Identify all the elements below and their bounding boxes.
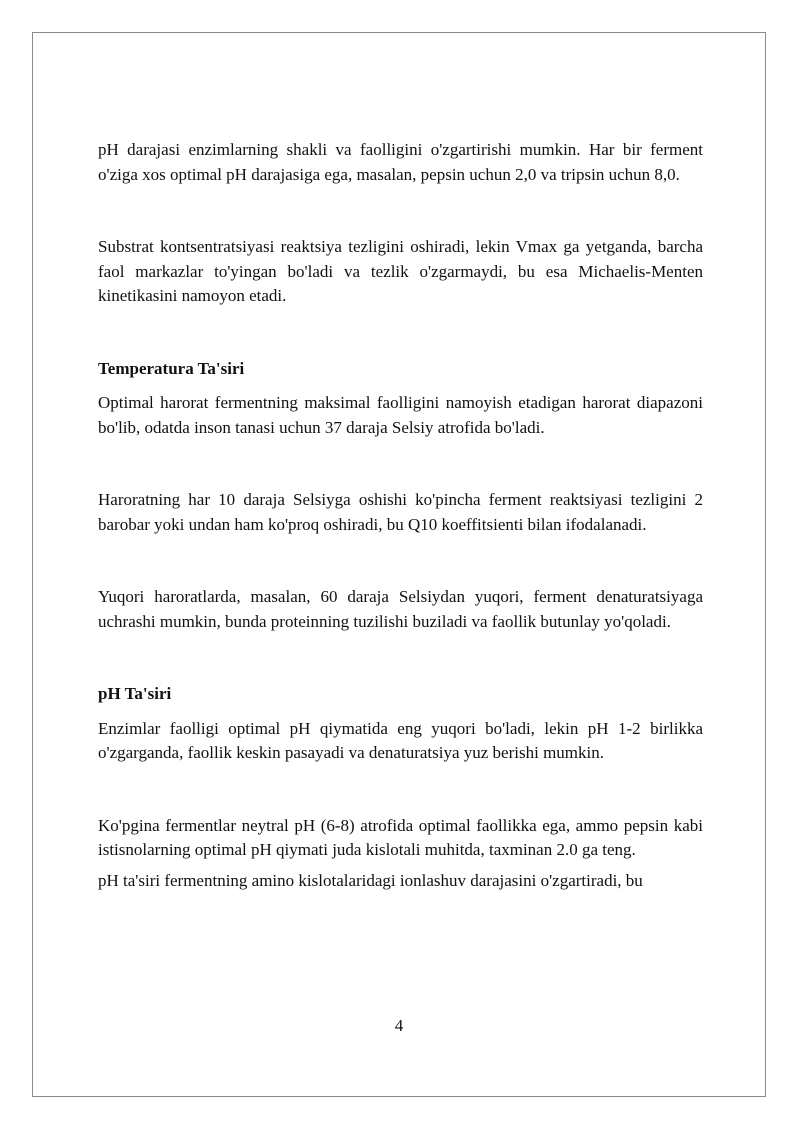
paragraph-neutral-ph: Ko'pgina fermentlar neytral pH (6-8) atrofida optimal faollikka ega, ammo pepsin kabi istisnolarning optimal pH qiymati juda kislotali muhitda, taxminan 2.0 ga teng. — [98, 815, 703, 859]
paragraph-optimal-temperature: Optimal harorat fermentning maksimal faolligini namoyish etadigan harorat diapazoni bo'lib, odatda inson tanasi uchun 37 daraja Selsiy atrofida bo'ladi. — [98, 393, 703, 437]
paragraph-q10: Haroratning har 10 daraja Selsiyga oshishi ko'pincha ferment reaktsiyasi tezligini 2 barobar yoki undan ham ko'proq oshiradi, bu Q10 koeffitsienti bilan ifodalanadi. — [98, 490, 703, 534]
paragraph-ionization: pH ta'siri fermentning amino kislotalaridagi ionlashuv darajasini o'zgartiradi, bu — [98, 870, 643, 890]
paragraph-ph-optimum: Enzimlar faolligi optimal pH qiymatida eng yuqori bo'ladi, lekin pH 1-2 birlikka o'zgarganda, faollik keskin pasayadi va denaturatsiya yuz berishi mumkin. — [98, 718, 703, 762]
heading-ph: pH Ta'siri — [98, 684, 172, 703]
paragraph-substrate: Substrat kontsentratsiyasi reaktsiya tezligini oshiradi, lekin Vmax ga yetganda, barcha faol markazlar to'yingan bo'ladi va tezlik o'zgarmaydi, bu esa Michaelis-Menten kinetikasini namoyon etadi. — [98, 237, 703, 305]
document-page — [32, 32, 766, 1097]
page-number: 4 — [394, 1016, 404, 1035]
paragraph-high-temperature: Yuqori haroratlarda, masalan, 60 daraja Selsiydan yuqori, ferment denaturatsiyaga uchrashi mumkin, bunda proteinning tuzilishi buziladi va faollik butunlay yo'qoladi. — [98, 587, 703, 631]
page-content — [98, 138, 703, 893]
paragraph-ph-intro: pH darajasi enzimlarning shakli va faolligini o'zgartirishi mumkin. Har bir ferment o'ziga xos optimal pH darajasiga ega, masalan, pepsin uchun 2,0 va tripsin uchun 8,0. — [98, 140, 703, 184]
heading-temperature: Temperatura Ta'siri — [98, 358, 245, 378]
